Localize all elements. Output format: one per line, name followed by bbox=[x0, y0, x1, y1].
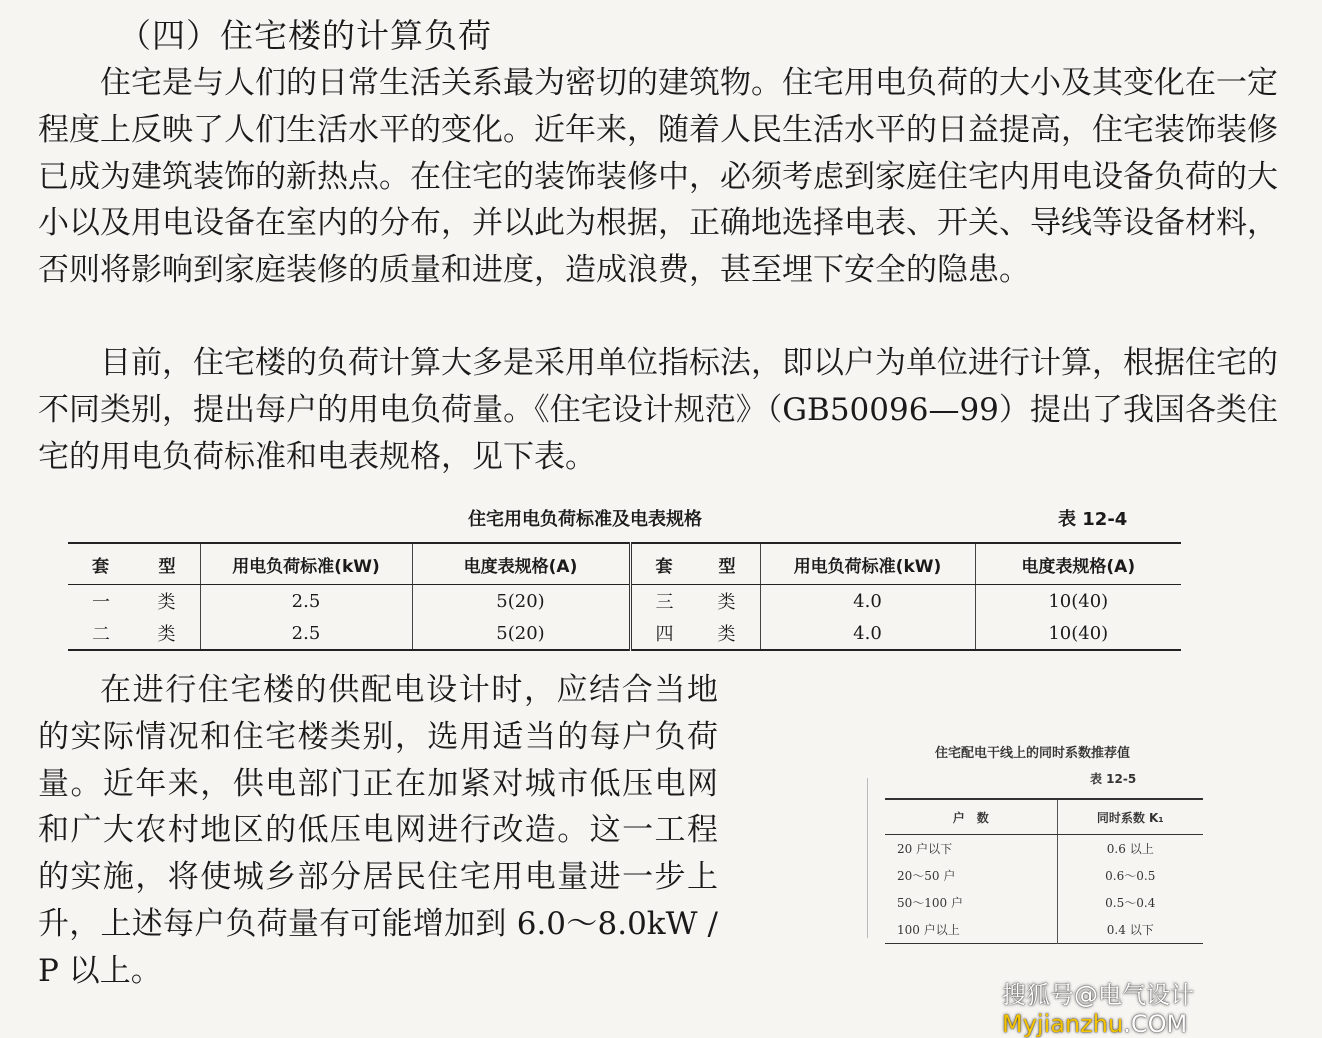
table2-cell-households: 20 户以下 bbox=[885, 835, 1057, 863]
table-row bbox=[68, 617, 1181, 650]
table1-cell-type-a: 一 类 bbox=[68, 585, 200, 618]
simultaneity-table-block bbox=[865, 738, 1205, 948]
table1-header-load-b: 用电负荷标准(kW) bbox=[760, 543, 975, 585]
table1-cell-load-b: 4.0 bbox=[760, 617, 975, 650]
table1-cell-type-b: 四 类 bbox=[630, 617, 760, 650]
table2-cell-coefficient: 0.6～0.5 bbox=[1105, 869, 1156, 883]
table2-header-coefficient: 同时系数 K₁ bbox=[1057, 799, 1203, 835]
table1-header-meter-b: 电度表规格(A) bbox=[975, 543, 1181, 585]
table-row bbox=[68, 585, 1181, 618]
table1-cell-meter-a: 5(20) bbox=[412, 585, 630, 618]
table1-caption bbox=[68, 503, 1181, 533]
table2-cell-coefficient: 0.6 以上 bbox=[1106, 842, 1154, 856]
table1-cell-load-a: 2.5 bbox=[200, 585, 412, 618]
table2-cell-coefficient: 0.5～0.4 bbox=[1105, 896, 1156, 910]
table1-cell-type-b: 三 类 bbox=[630, 585, 760, 618]
table2-number: 表 12-5 bbox=[1090, 772, 1137, 786]
table2-header-row bbox=[885, 799, 1203, 835]
table1-number: 表 12-4 bbox=[1058, 509, 1128, 530]
table1-cell-meter-a: 5(20) bbox=[412, 617, 630, 650]
table2-cell-coefficient: 0.4 以下 bbox=[1106, 923, 1154, 937]
table1-header-meter-a: 电度表规格(A) bbox=[412, 543, 630, 585]
table1-title: 住宅用电负荷标准及电表规格 bbox=[468, 509, 702, 530]
paragraph-design-advice: 在进行住宅楼的供配电设计时，应结合当地的实际情况和住宅楼类别，选用适当的每户负荷量。近年来，供电部门正在加紧对城市低压电网和广大农村地区的低压电网进行改造。这一工程的实施，将使城乡部分居民住宅用电量进一步上升，上述每户负荷量有可能增加到 6.0～8.0kW / P 以上。 bbox=[38, 672, 718, 989]
section-heading: （四）住宅楼的计算负荷 bbox=[118, 16, 492, 55]
table1-header-type-a: 套 型 bbox=[68, 543, 200, 585]
table1-cell-meter-b: 10(40) bbox=[1048, 622, 1109, 644]
margin-line bbox=[867, 778, 868, 938]
table1-header-load-a: 用电负荷标准(kW) bbox=[200, 543, 412, 585]
paragraph-unit-index-method: 目前，住宅楼的负荷计算大多是采用单位指标法，即以户为单位进行计算，根据住宅的不同类别，提出每户的用电负荷量。《住宅设计规范》（GB50096—99）提出了我国各类住宅的用电负荷标准和电表规格，见下表。 bbox=[38, 345, 1278, 475]
table2-title: 住宅配电干线上的同时系数推荐值 bbox=[935, 746, 1131, 761]
watermark bbox=[1002, 975, 1322, 1038]
table2-cell-households: 50～100 户 bbox=[885, 889, 1057, 916]
simultaneity-coefficient-table bbox=[885, 798, 1203, 944]
table1-cell-load-b: 4.0 bbox=[760, 585, 975, 618]
table1-cell-type-a: 二 类 bbox=[68, 617, 200, 650]
watermark-suffix: .COM bbox=[1123, 1010, 1188, 1038]
table-row bbox=[885, 889, 1203, 916]
table-row bbox=[885, 916, 1203, 944]
watermark-prefix: 搜狐号@电气设计 bbox=[1002, 981, 1194, 1009]
paragraph-residential-load: 住宅是与人们的日常生活关系最为密切的建筑物。住宅用电负荷的大小及其变化在一定程度上反映了人们生活水平的变化。近年来，随着人民生活水平的日益提高，住宅装饰装修已成为建筑装饰的新热点。在住宅的装饰装修中，必须考虑到家庭住宅内用电设备负荷的大小以及用电设备在室内的分布，并以此为根据，正确地选择电表、开关、导线等设备材料，否则将影响到家庭装修的质量和进度，造成浪费，甚至埋下安全的隐患。 bbox=[38, 65, 1278, 289]
load-standard-table bbox=[68, 542, 1181, 651]
table-row bbox=[885, 862, 1203, 889]
table2-header-households: 户 数 bbox=[885, 799, 1057, 835]
table2-cell-households: 100 户以上 bbox=[885, 916, 1057, 944]
watermark-highlight: Myjianzhu bbox=[1002, 1010, 1124, 1038]
table1-cell-meter-b: 10(40) bbox=[1048, 590, 1109, 612]
table-row bbox=[885, 835, 1203, 863]
table1-header-type-b: 套 型 bbox=[630, 543, 760, 585]
table1-header-row bbox=[68, 543, 1181, 585]
table1-cell-load-a: 2.5 bbox=[200, 617, 412, 650]
table2-cell-households: 20～50 户 bbox=[885, 862, 1057, 889]
